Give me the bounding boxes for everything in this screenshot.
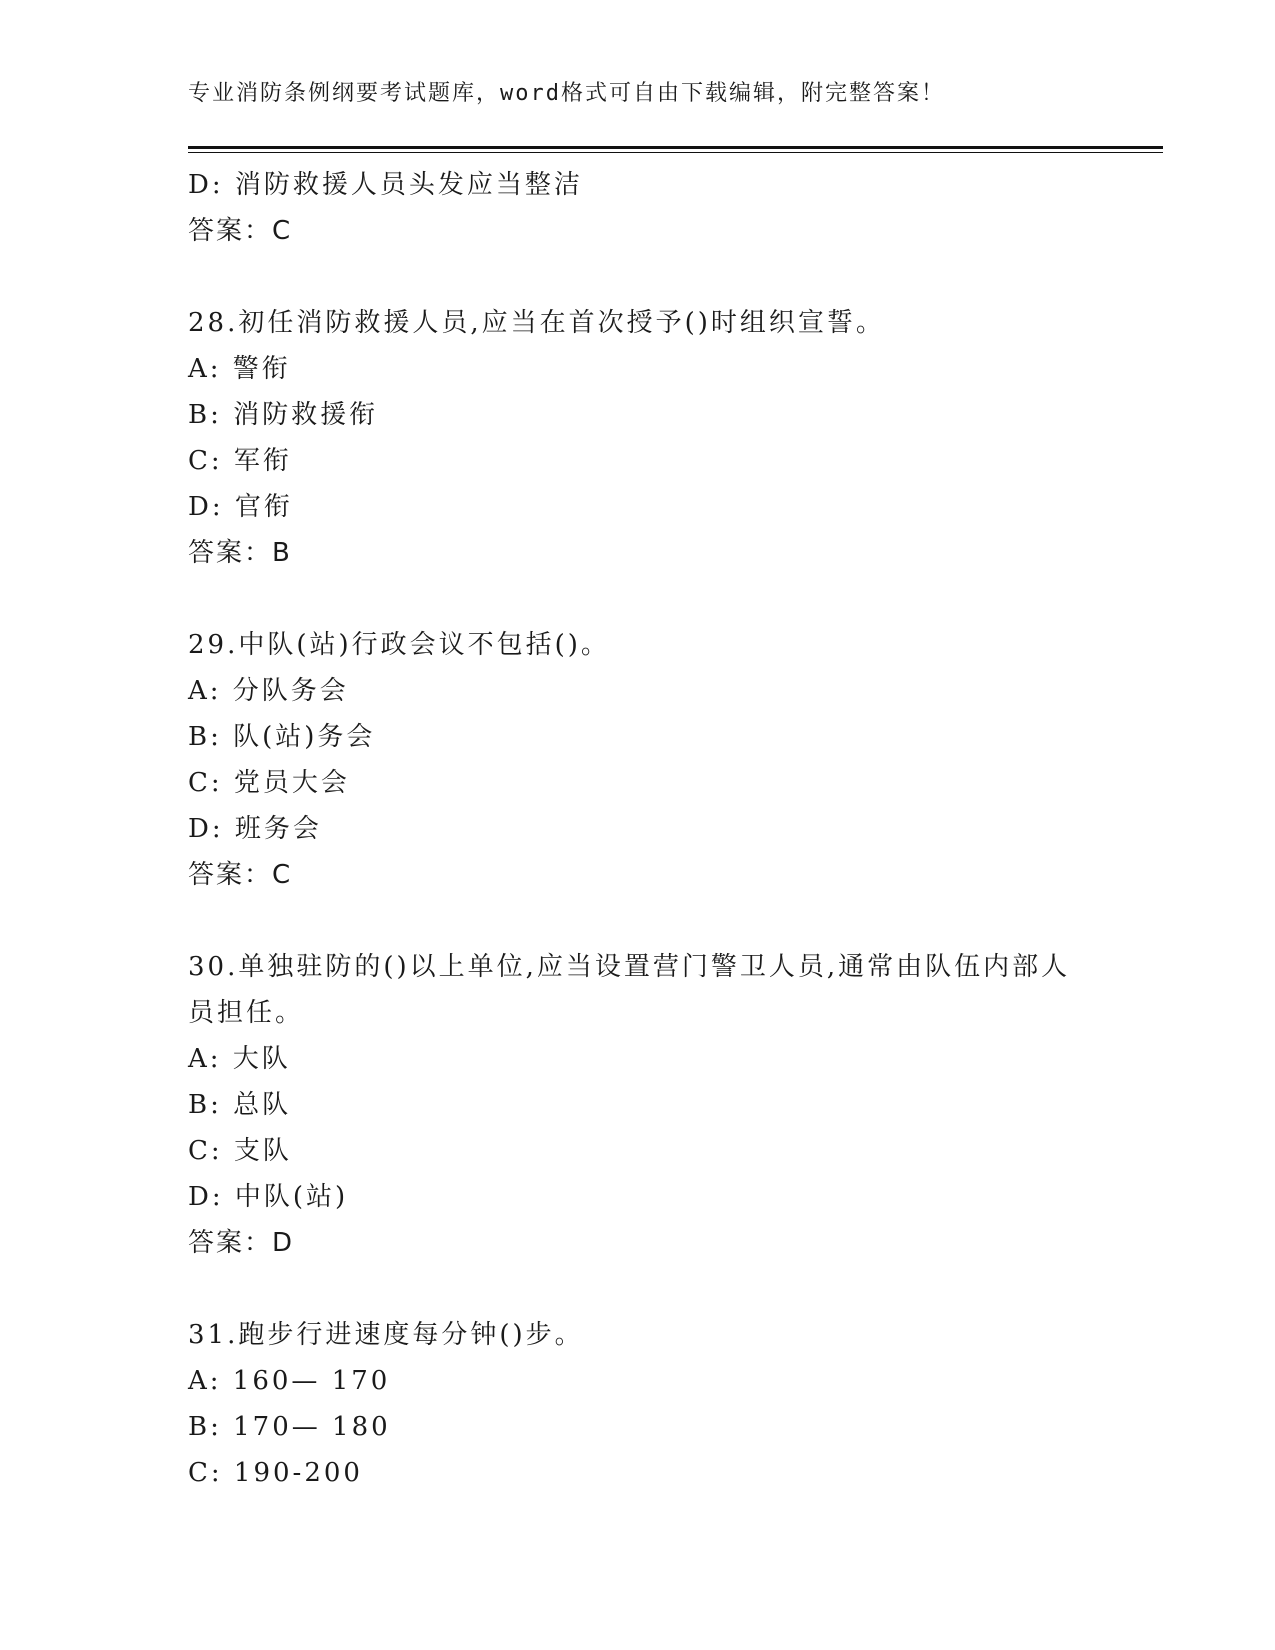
option-d: D: 官衔 bbox=[188, 492, 293, 522]
option-b: B: 总队 bbox=[188, 1090, 292, 1120]
option-b: B: 170— 180 bbox=[188, 1412, 391, 1442]
option-a: A: 分队务会 bbox=[188, 676, 349, 706]
option-d: D: 消防救援人员头发应当整洁 bbox=[188, 170, 583, 200]
option-d: D: 班务会 bbox=[188, 814, 322, 844]
option-d: D: 中队(站) bbox=[188, 1182, 349, 1212]
option-a: A: 160— 170 bbox=[188, 1366, 391, 1396]
question-text: 29.中队(站)行政会议不包括()。 bbox=[188, 630, 610, 660]
question-text: 28.初任消防救援人员,应当在首次授予()时组织宣誓。 bbox=[188, 308, 885, 338]
question-list bbox=[188, 162, 1088, 1496]
page-header: 专业消防条例纲要考试题库，word格式可自由下载编辑，附完整答案！ bbox=[188, 81, 945, 106]
option-b: B: 队(站)务会 bbox=[188, 722, 376, 752]
header-rule-thin bbox=[188, 152, 1163, 153]
answer-line: 答案：C bbox=[188, 216, 293, 246]
answer-line: 答案：B bbox=[188, 538, 292, 568]
option-c: C: 党员大会 bbox=[188, 768, 350, 798]
question-text: 30.单独驻防的()以上单位,应当设置营门警卫人员,通常由队伍内部人员担任。 bbox=[188, 952, 1071, 1028]
option-c: C: 190-200 bbox=[188, 1458, 363, 1488]
answer-line: 答案：C bbox=[188, 860, 293, 890]
option-c: C: 军衔 bbox=[188, 446, 292, 476]
option-a: A: 警衔 bbox=[188, 354, 291, 384]
option-a: A: 大队 bbox=[188, 1044, 291, 1074]
option-c: C: 支队 bbox=[188, 1136, 292, 1166]
question-text: 31.跑步行进速度每分钟()步。 bbox=[188, 1320, 584, 1350]
header-rule-thick bbox=[188, 146, 1163, 149]
option-b: B: 消防救援衔 bbox=[188, 400, 379, 430]
answer-line: 答案：D bbox=[188, 1228, 295, 1258]
